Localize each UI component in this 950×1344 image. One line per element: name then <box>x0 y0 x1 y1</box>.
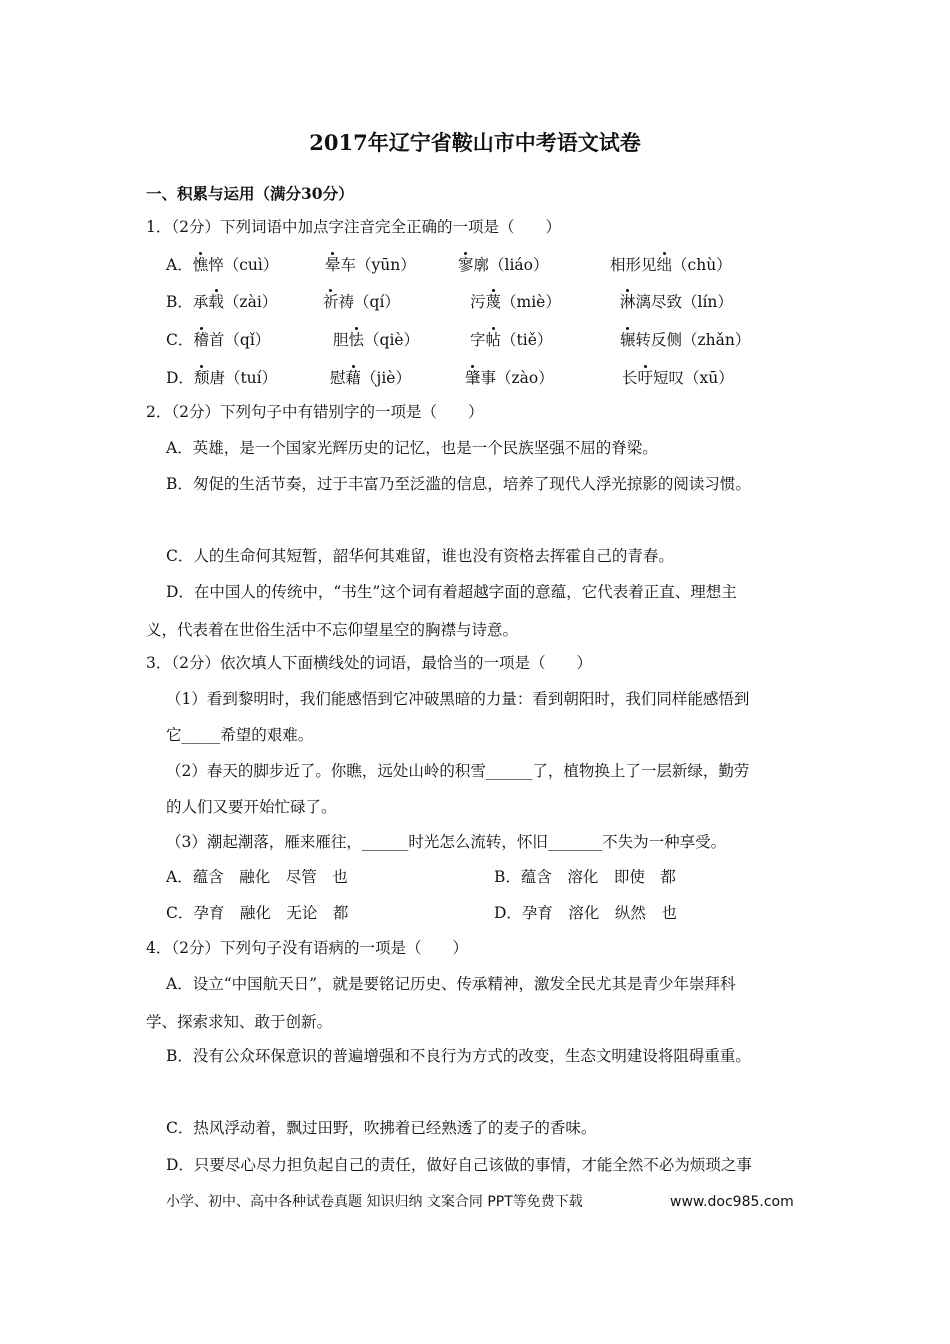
word-text: （jiè） <box>361 369 411 387</box>
dotted-char: 颓 <box>193 369 210 387</box>
word-text: 祷（qí） <box>338 293 400 311</box>
dotted-char: 藉 <box>345 369 362 387</box>
word-text: 首（qǐ） <box>208 331 271 349</box>
dotted-char: 蔑 <box>485 293 502 311</box>
word-text: 漓尽致（lín） <box>635 293 733 311</box>
word-text: 短叹（xū） <box>653 369 734 387</box>
word-text: 污 <box>470 293 486 311</box>
q3-part2-line2: 的人们又要开始忙碌了。 <box>166 798 337 816</box>
q2-option-d-line2: 义，代表着在世俗生活中不忘仰望星空的胸襟与诗意。 <box>146 621 519 639</box>
q1-option-b <box>166 292 277 312</box>
q3-part3: （3）潮起潮落，雁来雁往，______时光怎么流转，怀旧_______不失为一种享受。 <box>166 833 727 851</box>
option-label: B． <box>166 293 193 311</box>
q3-part2-line1: （2）春天的脚步近了。你瞧，远处山岭的积雪______了，植物换上了一层新绿，勤劳 <box>166 762 750 780</box>
word-text: 唐（tuí） <box>209 369 278 387</box>
q2-option-d-line1: D．在中国人的传统中，“书生”这个词有着超越字面的意蕴，它代表着正直、理想主 <box>166 583 737 601</box>
page-title: 2017年辽宁省鞍山市中考语文试卷 <box>309 130 641 155</box>
q2-option-c: C．人的生命何其短暂，韶华何其难留，谁也没有资格去挥霍自己的青春。 <box>166 547 674 565</box>
option-label: D． <box>166 369 194 387</box>
q4-option-c: C．热风浮动着，飘过田野，吹拂着已经熟透了的麦子的香味。 <box>166 1119 597 1137</box>
question-2-stem: 2．（2分）下列句子中有错别字的一项是（ ） <box>146 403 484 421</box>
word-text: （miè） <box>501 293 561 311</box>
q1-c-word2 <box>333 330 419 350</box>
q4-option-b: B．没有公众环保意识的普遍增强和不良行为方式的改变，生态文明建设将阻碍重重。 <box>166 1047 751 1065</box>
word-text: 转反侧（zhǎn） <box>635 331 751 349</box>
q1-c-word4 <box>620 330 750 350</box>
q1-b-word3 <box>470 292 561 312</box>
q1-a-word3 <box>458 255 549 275</box>
word-text: （tiě） <box>501 331 553 349</box>
q1-d-word3 <box>465 368 554 388</box>
dotted-char: 晕 <box>325 256 341 274</box>
word-text: （qiè） <box>364 331 420 349</box>
footer-url[interactable]: www.doc985.com <box>670 1194 794 1210</box>
question-3-stem: 3．（2分）依次填人下面横线处的词语，最恰当的一项是（ ） <box>146 654 592 672</box>
q1-d-word2 <box>330 368 411 388</box>
dotted-char: 载 <box>208 293 224 311</box>
q4-option-a-line2: 学、探索求知、敢于创新。 <box>146 1013 333 1031</box>
dotted-char: 绌 <box>656 256 673 274</box>
q1-b-word4 <box>620 292 733 312</box>
q1-a-word4 <box>610 255 732 275</box>
q3-option-c: C．孕育 融化 无论 都 <box>166 904 349 922</box>
q2-option-b: B．匆促的生活节奏，过于丰富乃至泛滥的信息，培养了现代人浮光掠影的阅读习惯。 <box>166 475 751 493</box>
section-heading: 一、积累与运用（满分30分） <box>146 184 354 203</box>
word-text: 相形见 <box>610 256 657 274</box>
question-1-stem: 1．（2分）下列词语中加点字注音完全正确的一项是（ ） <box>146 218 561 236</box>
question-4-stem: 4．（2分）下列句子没有语病的一项是（ ） <box>146 939 468 957</box>
dotted-char: 肇 <box>465 369 481 387</box>
dotted-char: 吁 <box>637 369 654 387</box>
word-text: 事（zào） <box>480 369 554 387</box>
word-text: 胆 <box>333 331 349 349</box>
q1-a-word2 <box>325 255 416 275</box>
q4-option-d: D．只要尽心尽力担负起自己的责任，做好自己该做的事情，才能全然不必为烦琐之事 <box>166 1156 752 1174</box>
word-text: （zài） <box>223 293 278 311</box>
word-text: （chù） <box>672 256 732 274</box>
footer-text: 小学、初中、高中各种试卷真题 知识归纳 文案合同 PPT等免费下载 <box>166 1194 583 1210</box>
q1-option-a <box>166 255 278 275</box>
q2-option-a: A．英雄，是一个国家光辉历史的记忆，也是一个民族坚强不屈的脊梁。 <box>166 439 658 457</box>
dotted-char: 祈 <box>323 293 339 311</box>
dotted-char: 稽 <box>193 331 209 349</box>
q3-option-a: A．蕴含 融化 尽管 也 <box>166 868 348 886</box>
word-text: 承 <box>192 293 209 311</box>
dotted-char: 怯 <box>348 331 365 349</box>
q1-option-c <box>166 330 270 350</box>
q1-option-d <box>166 368 277 388</box>
word-text: 慰 <box>330 369 346 387</box>
q4-option-a-line1: A．设立“中国航天日”，就是要铭记历史、传承精神，激发全民尤其是青少年崇拜科 <box>166 975 736 993</box>
dotted-char: 憔 <box>192 256 209 274</box>
q1-b-word2 <box>323 292 400 312</box>
dotted-char: 帖 <box>485 331 502 349</box>
word-text: 悴（cuì） <box>208 256 279 274</box>
word-text: 车（yūn） <box>340 256 416 274</box>
option-label: A． <box>166 256 193 274</box>
word-text: 字 <box>470 331 486 349</box>
option-label: C． <box>166 331 194 349</box>
q1-d-word4 <box>622 368 734 388</box>
dotted-char: 淋 <box>620 293 636 311</box>
dotted-char: 辗 <box>620 331 636 349</box>
q3-part1-line2: 它_____希望的艰难。 <box>166 726 314 744</box>
word-text: 长 <box>622 369 638 387</box>
q3-option-b: B．蕴含 溶化 即使 都 <box>494 868 676 886</box>
q3-option-d: D．孕育 溶化 纵然 也 <box>494 904 677 922</box>
dotted-char: 寥 <box>458 256 474 274</box>
q3-part1-line1: （1）看到黎明时，我们能感悟到它冲破黑暗的力量：看到朝阳时，我们同样能感悟到 <box>166 690 750 708</box>
word-text: 廓（liáo） <box>473 256 549 274</box>
q1-c-word3 <box>470 330 552 350</box>
